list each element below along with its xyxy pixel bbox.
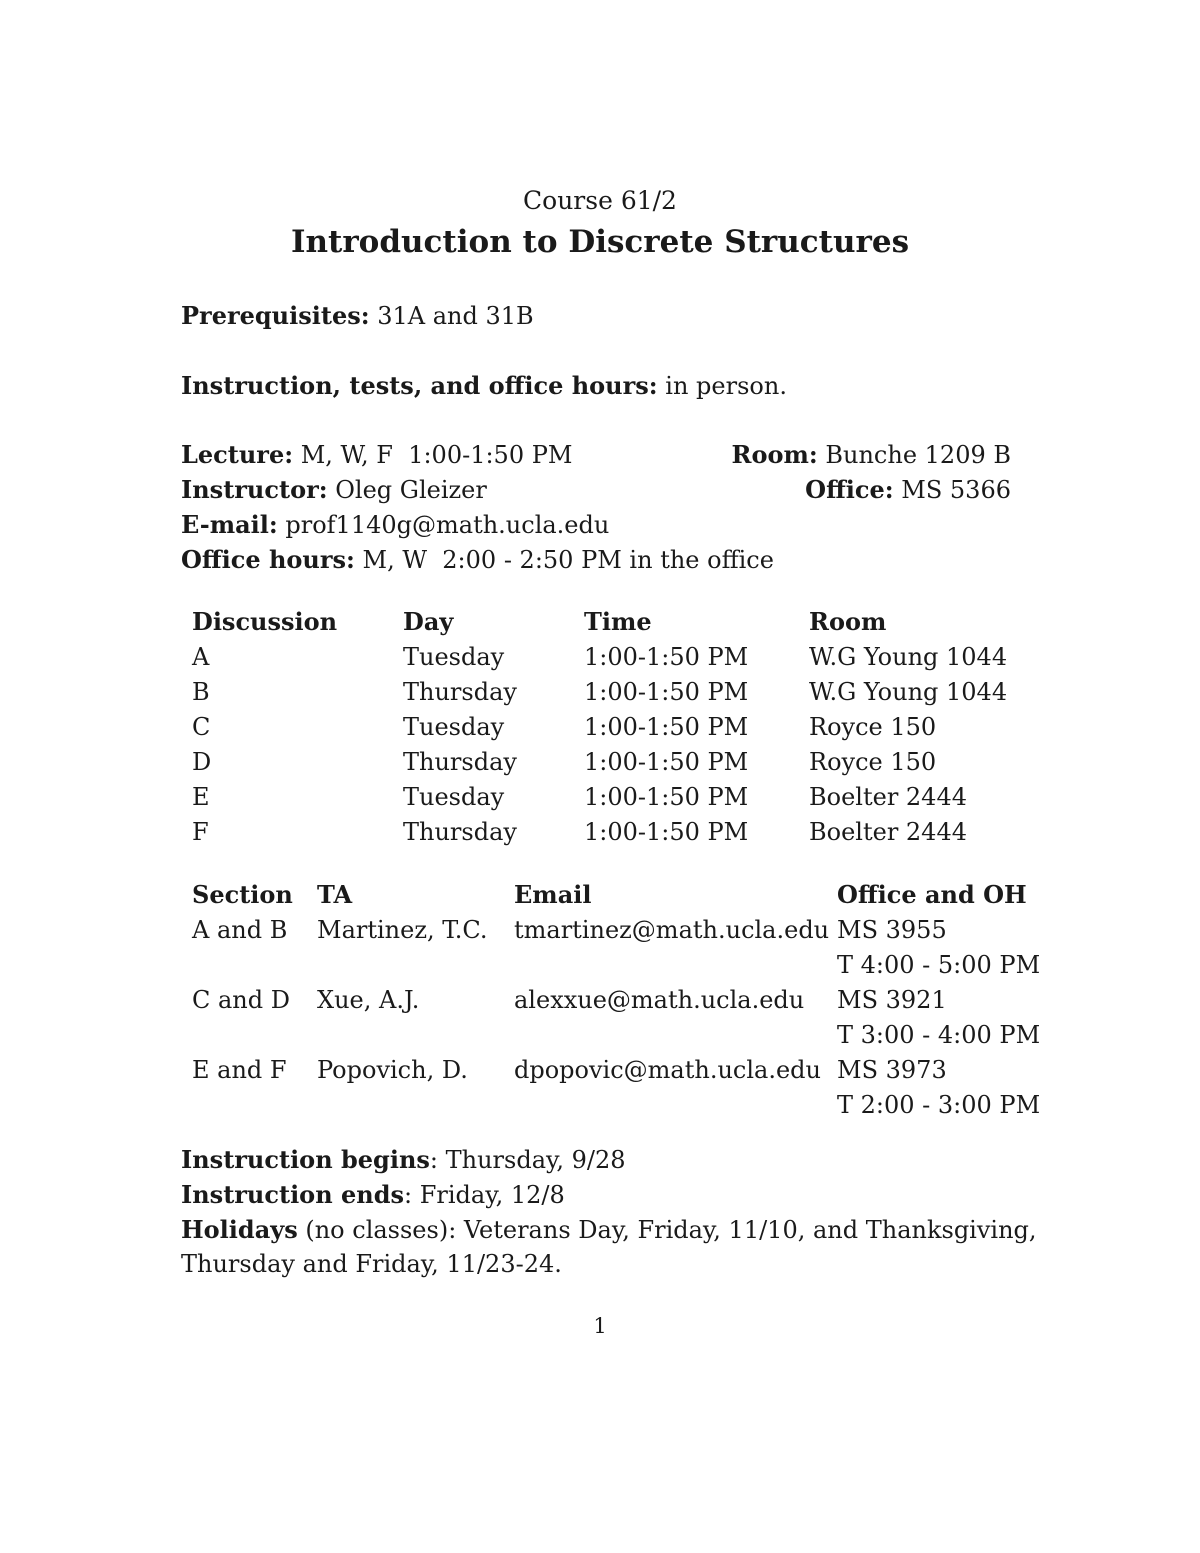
instruction-begins-value: : Thursday, 9/28 <box>429 1146 626 1174</box>
ta-section: C and D <box>192 986 290 1014</box>
discussion-time: 1:00-1:50 PM <box>584 748 749 776</box>
table-row <box>192 643 1092 678</box>
discussion-time: 1:00-1:50 PM <box>584 643 749 671</box>
instructor-line <box>181 475 487 504</box>
table-row <box>192 818 1092 853</box>
table-row <box>192 1091 1092 1126</box>
ta-name: Xue, A.J. <box>317 986 420 1014</box>
discussion-room: Royce 150 <box>809 713 937 741</box>
discussion-day: Tuesday <box>403 643 505 671</box>
discussion-section: E <box>192 783 210 811</box>
instruction-ends-value: : Friday, 12/8 <box>404 1181 565 1209</box>
prerequisites-line <box>181 301 534 330</box>
page-number: 1 <box>593 1314 607 1338</box>
office-hours-line <box>181 545 774 574</box>
table-row <box>192 986 1092 1021</box>
ta-name: Martinez, T.C. <box>317 916 488 944</box>
discussion-room: Royce 150 <box>809 748 937 776</box>
lecture-label: Lecture: <box>181 440 294 469</box>
discussion-room: W.G Young 1044 <box>809 678 1008 706</box>
instruction-mode-line <box>181 371 787 400</box>
instruction-mode-value: in person. <box>665 372 787 400</box>
discussion-section: F <box>192 818 209 846</box>
ta-office-hours: T 4:00 - 5:00 PM <box>837 951 1041 979</box>
office-hours-label: Office hours: <box>181 545 355 574</box>
ta-section: A and B <box>192 916 288 944</box>
holidays-line <box>181 1215 1037 1244</box>
ta-header-section: Section <box>192 880 293 909</box>
discussion-day: Tuesday <box>403 713 505 741</box>
discussion-table-header <box>192 607 1092 642</box>
office-hours-value: M, W 2:00 - 2:50 PM in the office <box>362 546 774 574</box>
email-label: E-mail: <box>181 510 278 539</box>
course-number: Course 61/2 <box>523 186 677 215</box>
discussion-day: Thursday <box>403 748 517 776</box>
discussion-section: C <box>192 713 211 741</box>
discussion-day: Tuesday <box>403 783 505 811</box>
ta-header-ta: TA <box>317 880 353 909</box>
ta-header-email: Email <box>514 880 592 909</box>
ta-email[interactable]: tmartinez@math.ucla.edu <box>514 916 830 944</box>
discussion-room: Boelter 2444 <box>809 818 967 846</box>
ta-table-header <box>192 880 1092 915</box>
holidays-value-continued: Thursday and Friday, 11/23-24. <box>181 1250 562 1278</box>
discussion-time: 1:00-1:50 PM <box>584 818 749 846</box>
ta-office: MS 3921 <box>837 986 947 1014</box>
email-line <box>181 510 609 539</box>
instruction-ends-label: Instruction ends <box>181 1180 405 1209</box>
discussion-section: A <box>192 643 210 671</box>
holidays-continuation-line <box>181 1250 562 1278</box>
office-line <box>805 475 1011 504</box>
ta-office-hours: T 3:00 - 4:00 PM <box>837 1021 1041 1049</box>
table-row <box>192 1021 1092 1056</box>
ta-office-hours: T 2:00 - 3:00 PM <box>837 1091 1041 1119</box>
instructor-value: Oleg Gleizer <box>335 476 487 504</box>
discussion-header-day: Day <box>403 607 454 636</box>
ta-section: E and F <box>192 1056 287 1084</box>
discussion-room: Boelter 2444 <box>809 783 967 811</box>
instruction-begins-label: Instruction begins <box>181 1145 430 1174</box>
room-line <box>732 440 1011 469</box>
table-row <box>192 1056 1092 1091</box>
ta-header-office-oh: Office and OH <box>837 880 1027 909</box>
table-row <box>192 713 1092 748</box>
discussion-header-time: Time <box>584 607 652 636</box>
discussion-time: 1:00-1:50 PM <box>584 713 749 741</box>
prerequisites-value: 31A and 31B <box>377 302 534 330</box>
table-row <box>192 951 1092 986</box>
discussion-header-discussion: Discussion <box>192 607 338 636</box>
holidays-value: (no classes): Veterans Day, Friday, 11/10, and Thanksgiving, <box>297 1216 1037 1244</box>
instruction-begins-line <box>181 1145 626 1174</box>
table-row <box>192 748 1092 783</box>
table-row <box>192 783 1092 818</box>
discussion-section: D <box>192 748 212 776</box>
ta-name: Popovich, D. <box>317 1056 468 1084</box>
course-title: Introduction to Discrete Structures <box>290 224 910 260</box>
ta-email[interactable]: dpopovic@math.ucla.edu <box>514 1056 821 1084</box>
prerequisites-label: Prerequisites: <box>181 301 370 330</box>
room-label: Room: <box>731 440 818 469</box>
office-value: MS 5366 <box>901 476 1011 504</box>
instruction-mode-label: Instruction, tests, and office hours: <box>181 371 658 400</box>
discussion-time: 1:00-1:50 PM <box>584 783 749 811</box>
instruction-ends-line <box>181 1180 565 1209</box>
instructor-label: Instructor: <box>181 475 328 504</box>
table-row <box>192 678 1092 713</box>
discussion-day: Thursday <box>403 678 517 706</box>
holidays-label: Holidays <box>181 1215 298 1244</box>
discussion-header-room: Room <box>809 607 887 636</box>
ta-office: MS 3955 <box>837 916 947 944</box>
lecture-line <box>181 440 572 469</box>
discussion-room: W.G Young 1044 <box>809 643 1008 671</box>
discussion-section: B <box>192 678 210 706</box>
room-value: Bunche 1209 B <box>825 441 1011 469</box>
email-value[interactable]: prof1140g@math.ucla.edu <box>285 511 610 539</box>
ta-office: MS 3973 <box>837 1056 947 1084</box>
office-label: Office: <box>805 475 894 504</box>
discussion-time: 1:00-1:50 PM <box>584 678 749 706</box>
ta-email[interactable]: alexxue@math.ucla.edu <box>514 986 805 1014</box>
discussion-day: Thursday <box>403 818 517 846</box>
table-row <box>192 916 1092 951</box>
lecture-value: M, W, F 1:00-1:50 PM <box>300 441 573 469</box>
